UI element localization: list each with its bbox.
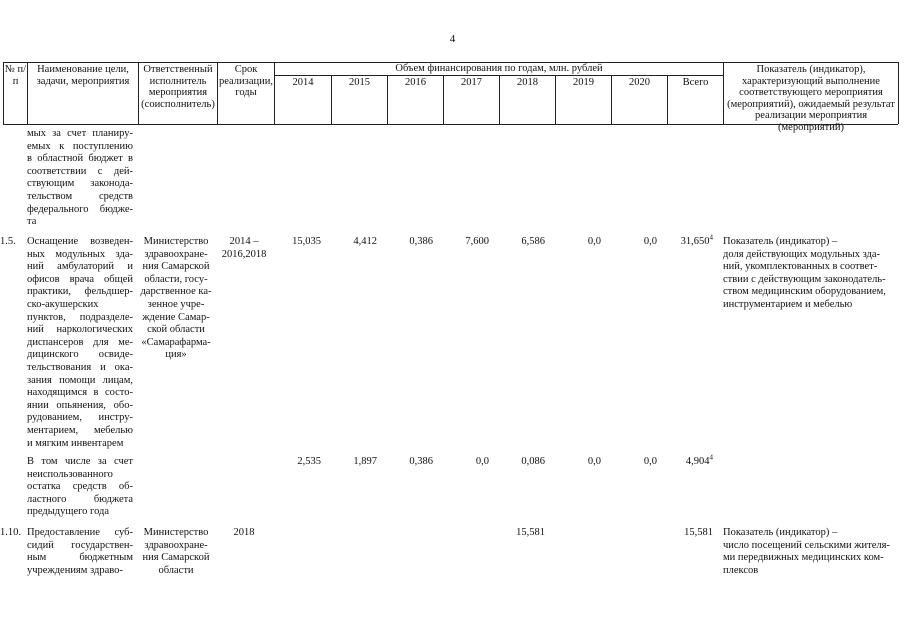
- text-line: ско-акушерских: [27, 298, 99, 310]
- text-line: плексов: [723, 564, 759, 576]
- footnote-mark: 4: [709, 453, 713, 462]
- value-text: 0,386: [409, 236, 433, 247]
- value-text: 1,897: [353, 456, 377, 467]
- text-line: 2014 –: [229, 236, 259, 247]
- col-divider: [723, 62, 724, 124]
- row-number: 1.10.: [0, 527, 21, 538]
- text-line: мых за счет планиру-: [27, 128, 133, 139]
- text-line: соответствии с дей-: [27, 165, 133, 177]
- text-line: ментарием, мебелью: [27, 424, 133, 436]
- footnote-mark: 4: [709, 233, 713, 242]
- header-term: Срок реализации, годы: [219, 64, 273, 98]
- row-value: [387, 236, 433, 249]
- text-line: Министерство: [143, 527, 209, 538]
- row-value: [611, 236, 657, 249]
- text-line: ных модульных зда-: [27, 248, 133, 260]
- text-line: ний наркологических: [27, 324, 133, 336]
- text-line: находящимся в состо-: [27, 387, 133, 399]
- row-term: [216, 236, 272, 261]
- text-line: рудованием, инстру-: [27, 412, 133, 424]
- text-line: емых к поступлению: [27, 140, 133, 152]
- text-line: та: [27, 216, 37, 228]
- row-indicator: [723, 527, 897, 577]
- header-funding-group: Объем финансирования по годам, млн. рублей: [395, 63, 603, 74]
- header-executor: Ответственный исполнитель мероприятия (соисполнитель): [141, 64, 215, 110]
- text-line: области, госу-: [144, 273, 208, 285]
- text-line: предыдущего года: [27, 506, 110, 518]
- text-line: ния Самарской: [142, 552, 210, 564]
- row-value: [443, 236, 489, 249]
- text-line: остатка средств об-: [27, 481, 133, 493]
- col-divider: [898, 62, 899, 124]
- text-line: здравоохране-: [144, 539, 208, 551]
- text-line: ской области: [147, 324, 205, 336]
- text-line: ным бюджетным: [27, 552, 133, 564]
- col-divider: [27, 62, 28, 124]
- row-value: [275, 236, 321, 249]
- text-line: 2018: [233, 527, 255, 538]
- text-line: число посещений сельскими жителя-: [723, 539, 890, 551]
- value-text: 7,600: [465, 236, 489, 247]
- table-header: [3, 62, 898, 133]
- row-name: [27, 456, 133, 519]
- col-divider: [138, 62, 139, 124]
- row-value: [499, 456, 545, 469]
- text-line: Показатель (индикатор) –: [723, 236, 838, 247]
- row-value: [499, 236, 545, 249]
- text-line: диспансеров для ме-: [27, 336, 133, 348]
- text-line: В том числе за счет: [27, 456, 133, 467]
- text-line: неиспользованного: [27, 468, 113, 480]
- text-line: ний, укомплектованных в соответ-: [723, 261, 878, 273]
- text-line: Предоставление суб-: [27, 527, 133, 538]
- text-line: 2016,2018: [221, 248, 267, 260]
- text-line: дицинского освиде-: [27, 349, 133, 361]
- text-line: ми передвижных медицинских ком-: [723, 552, 884, 564]
- row-total: [667, 453, 713, 469]
- header-indicator: Показатель (индикатор), характеризующий выполнение соответствующего мероприятия (мероприятий), ожидаемый результат реализации мероприятия (мероприятий): [727, 64, 895, 133]
- value-text: 6,586: [521, 236, 545, 247]
- value-text: 2,535: [297, 456, 321, 467]
- text-line: ния Самарской: [142, 261, 210, 273]
- text-line: Министерство: [143, 236, 209, 247]
- text-line: Показатель (индикатор) –: [723, 527, 838, 538]
- text-line: в областной бюджет в: [27, 153, 133, 165]
- value-text: 0,0: [643, 236, 657, 247]
- row-value: [555, 456, 601, 469]
- text-line: и мягким инвентарем: [27, 437, 124, 449]
- value-text: 31,650: [680, 236, 710, 247]
- header-year: 2018: [517, 77, 538, 88]
- row-term: [216, 527, 272, 540]
- value-text: 0,0: [587, 236, 601, 247]
- text-line: Оснащение возведен-: [27, 236, 133, 247]
- value-text: 15,581: [684, 527, 713, 538]
- text-line: ствующим законода-: [27, 178, 133, 190]
- text-line: ствии с действующим законодатель-: [723, 273, 886, 285]
- row-value: [275, 456, 321, 469]
- text-line: учреждениям здраво-: [27, 564, 123, 576]
- text-line: ция»: [165, 349, 187, 361]
- row-total: [667, 527, 713, 540]
- value-text: 0,0: [587, 456, 601, 467]
- text-line: «Самарафарма-: [141, 336, 211, 348]
- row-value: [555, 236, 601, 249]
- text-line: федерального бюдже-: [27, 203, 133, 215]
- row-value: [443, 456, 489, 469]
- header-total: Всего: [682, 77, 709, 88]
- row-name: [27, 128, 133, 229]
- text-line: зания помощи лицам,: [27, 374, 133, 386]
- row-number: 1.5.: [0, 236, 16, 247]
- row-name: [27, 527, 133, 577]
- text-line: пунктов, подразделе-: [27, 311, 133, 323]
- header-year: 2016: [405, 77, 426, 88]
- header-year: 2019: [573, 77, 594, 88]
- row-executor: [137, 527, 215, 577]
- header-year: 2017: [461, 77, 482, 88]
- row-value: [387, 456, 433, 469]
- value-text: 0,0: [643, 456, 657, 467]
- text-line: ластного бюджета: [27, 493, 133, 505]
- row-value: [499, 527, 545, 540]
- row-name: [27, 236, 133, 450]
- page-number: 4: [449, 33, 456, 45]
- col-divider: [217, 62, 218, 124]
- text-line: офисов врача общей: [27, 273, 133, 285]
- value-text: 0,086: [521, 456, 545, 467]
- row-total: [667, 233, 713, 249]
- value-text: 15,581: [516, 527, 545, 538]
- header-year: 2014: [292, 77, 314, 88]
- text-line: дарственное ка-: [140, 286, 212, 298]
- text-line: ний амбулаторий и: [27, 261, 133, 273]
- value-text: 15,035: [292, 236, 321, 247]
- value-text: 0,0: [475, 456, 489, 467]
- text-line: инструментарием и мебелью: [723, 298, 853, 310]
- row-value: [611, 456, 657, 469]
- text-line: тельством средств: [27, 190, 133, 202]
- text-line: ждение Самар-: [142, 311, 210, 323]
- header-num: № п/п: [4, 64, 27, 87]
- text-line: области: [158, 564, 194, 576]
- value-text: 0,386: [409, 456, 433, 467]
- header-name: Наименование цели, задачи, мероприятия: [36, 64, 130, 87]
- value-text: 4,412: [353, 236, 377, 247]
- text-line: сидий государствен-: [27, 539, 133, 551]
- row-indicator: [723, 236, 897, 312]
- value-text: 4,904: [685, 456, 710, 467]
- text-line: зенное учре-: [147, 298, 205, 310]
- row-value: [331, 456, 377, 469]
- header-year: 2020: [629, 77, 650, 88]
- text-line: тельствования и ока-: [27, 361, 133, 373]
- row-value: [331, 236, 377, 249]
- header-year: 2015: [349, 77, 370, 88]
- text-line: ством медицинским оборудованием,: [723, 286, 886, 298]
- text-line: доля действующих модульных зда-: [723, 248, 881, 260]
- row-executor: [137, 236, 215, 362]
- text-line: здравоохране-: [144, 248, 208, 260]
- text-line: практики, фельдшер-: [27, 286, 133, 298]
- text-line: янии опьянения, обо-: [27, 399, 133, 411]
